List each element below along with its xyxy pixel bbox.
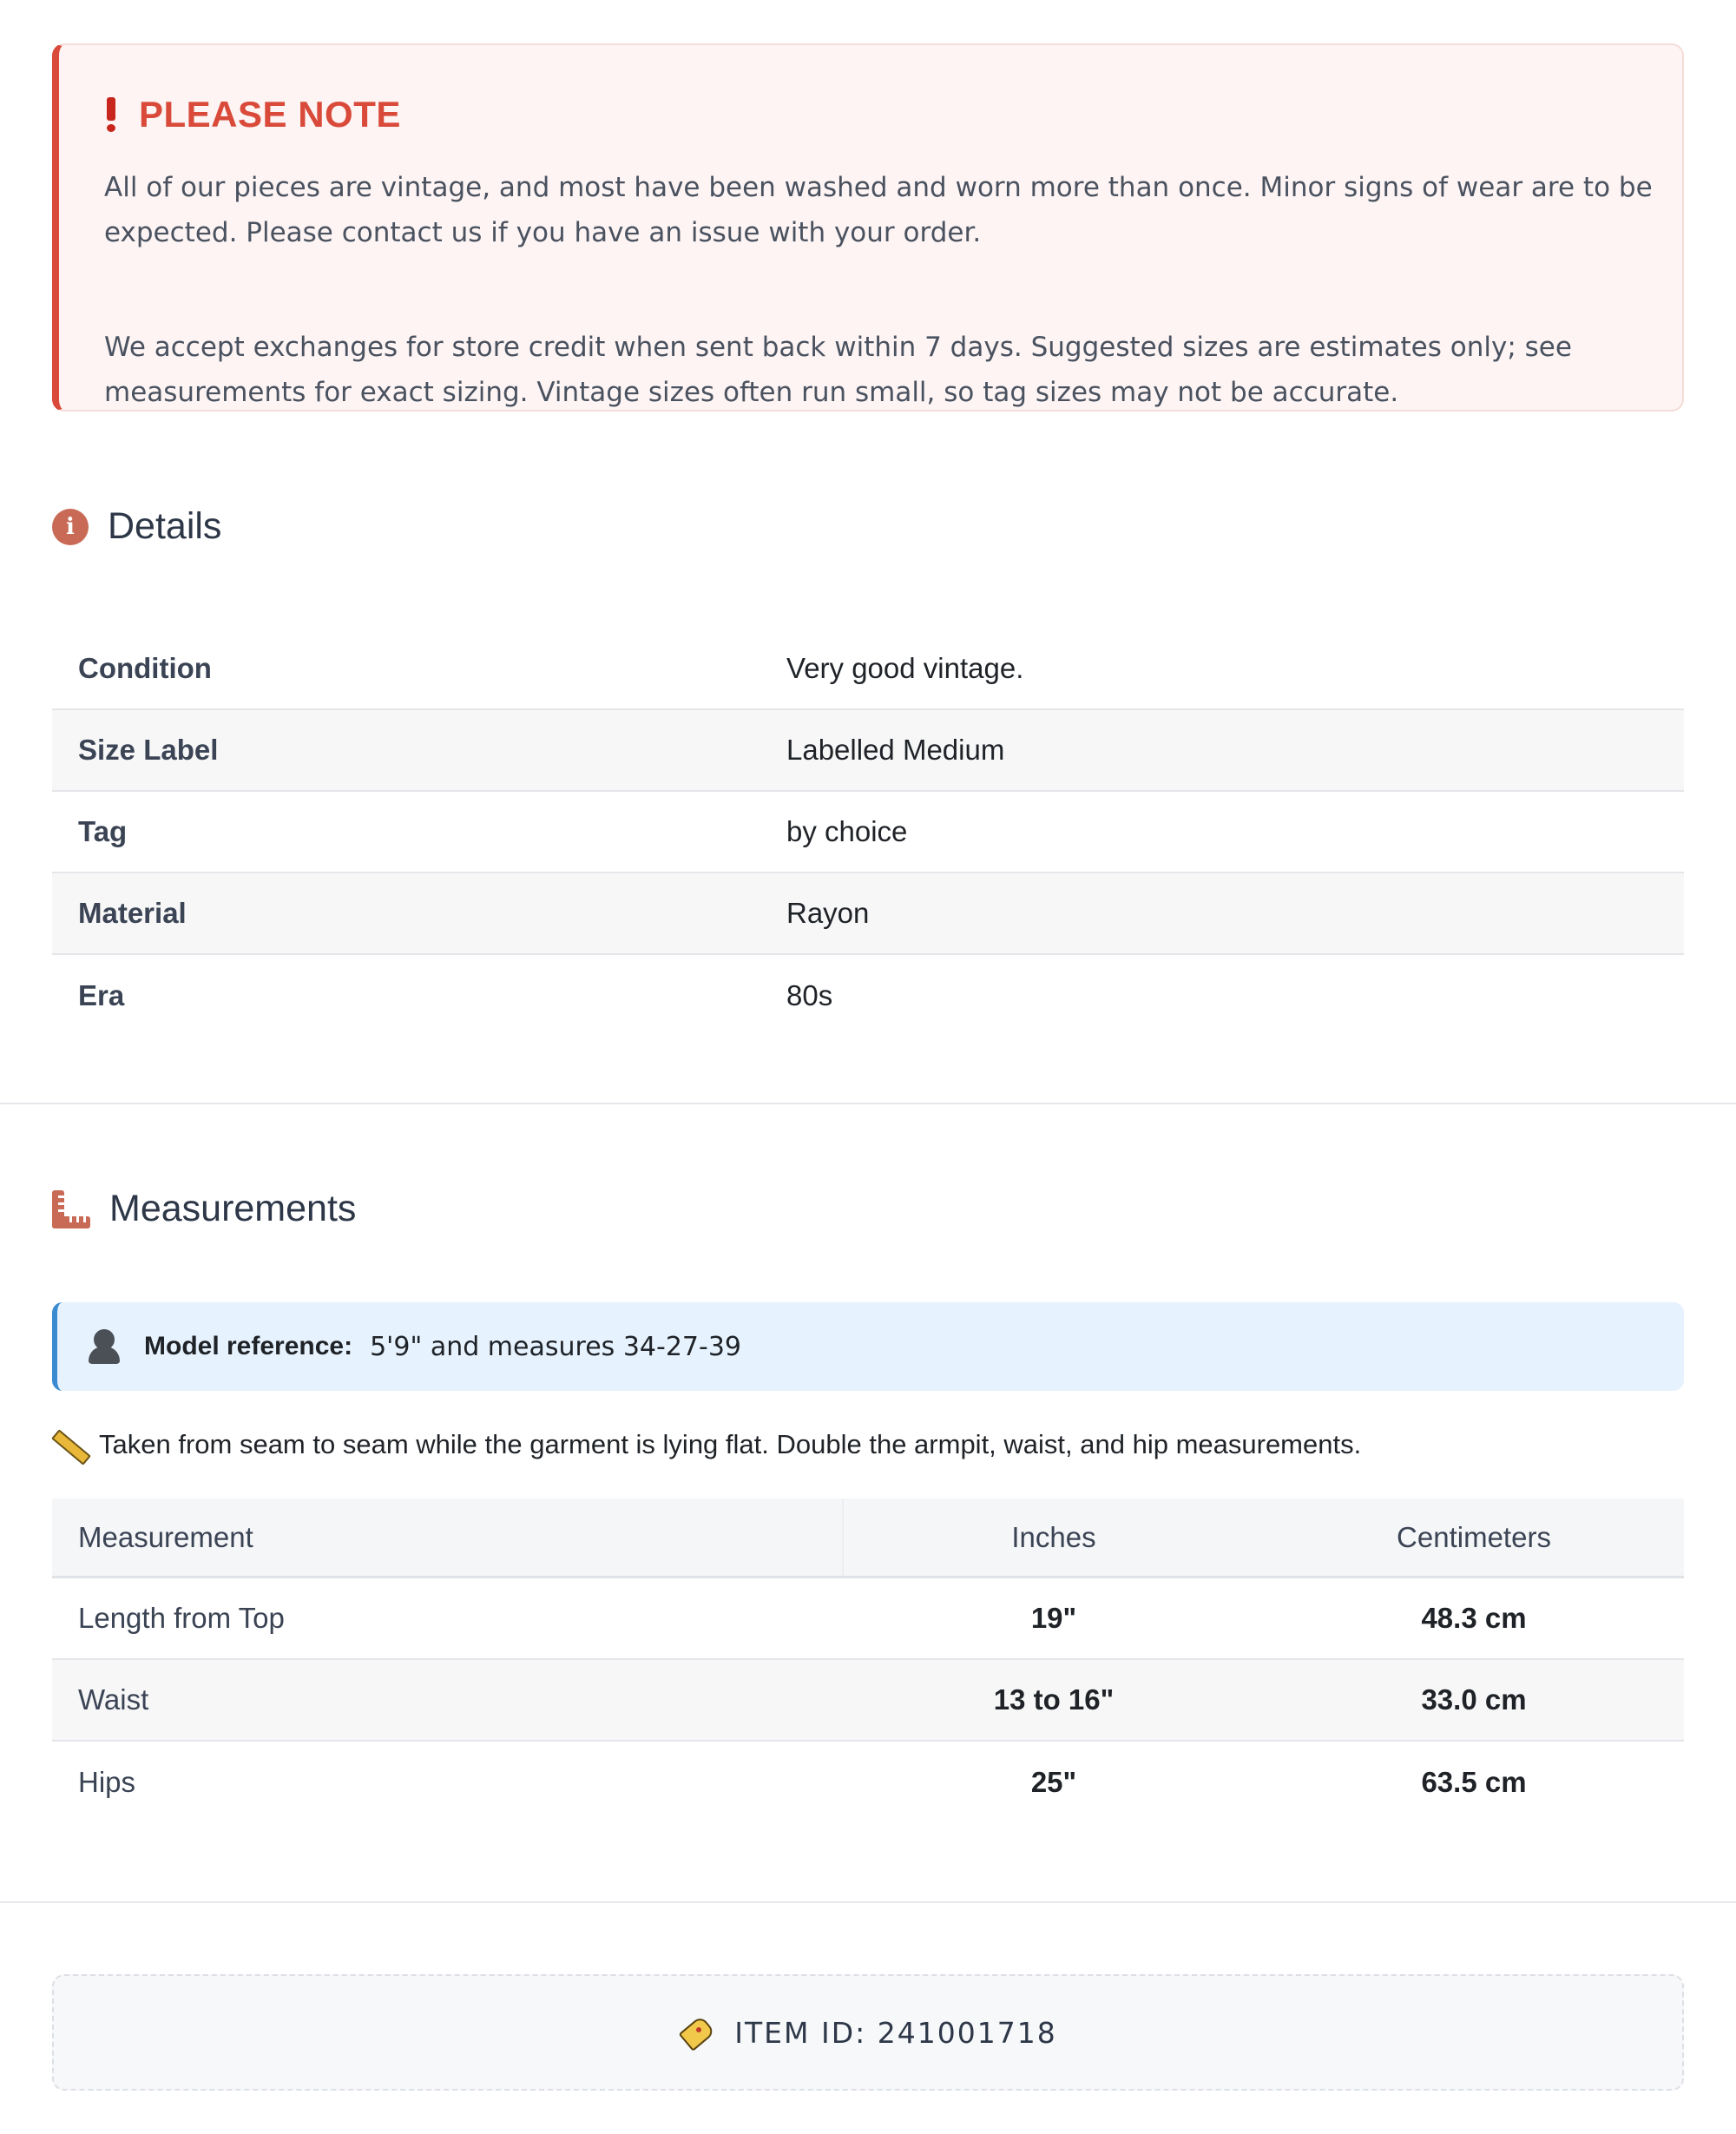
exclamation-icon — [104, 97, 118, 132]
model-label: Model reference: — [144, 1332, 353, 1360]
item-id-box — [52, 1974, 1684, 2091]
measurement-name: Waist — [78, 1683, 149, 1716]
details-heading — [52, 505, 221, 548]
pencil-icon — [52, 1427, 87, 1462]
detail-value: by choice — [786, 815, 908, 847]
person-icon — [89, 1329, 120, 1364]
detail-value: 80s — [786, 979, 833, 1011]
detail-value: Rayon — [786, 897, 870, 929]
measurements-heading-text: Measurements — [109, 1188, 357, 1229]
table-row — [52, 629, 1684, 710]
section-divider — [0, 1103, 1736, 1104]
measurement-note-text: Taken from seam to seam while the garment is lying flat. Double the armpit, waist, and hip measurements. — [99, 1429, 1362, 1459]
measurement-note — [52, 1427, 1361, 1462]
table-row — [52, 873, 1684, 955]
table-row — [52, 1660, 1684, 1742]
column-header: Measurement — [52, 1498, 844, 1576]
notice-title — [104, 94, 401, 135]
tag-icon — [679, 2015, 713, 2050]
measurement-name: Length from Top — [78, 1602, 285, 1634]
model-value: 5'9" and measures 34-27-39 — [370, 1331, 741, 1362]
notice-paragraph-1: All of our pieces are vintage, and most have been washed and worn more than once. Minor signs of wear are to be expected. Please contact us if you have an issue with your order. — [104, 172, 1653, 248]
detail-label: Tag — [78, 815, 128, 847]
column-header: Centimeters — [1397, 1520, 1551, 1553]
detail-label: Material — [78, 897, 187, 929]
details-heading-text: Details — [108, 505, 222, 547]
column-header: Inches — [1011, 1520, 1096, 1553]
item-id-text: ITEM ID: 241001718 — [734, 2015, 1057, 2050]
detail-label: Condition — [78, 652, 212, 684]
details-table — [52, 629, 1684, 1037]
measurement-cm: 48.3 cm — [1421, 1602, 1527, 1634]
info-icon: i — [52, 509, 89, 545]
ruler-icon — [52, 1190, 90, 1228]
measurement-cm: 63.5 cm — [1421, 1766, 1527, 1798]
detail-label: Size Label — [78, 734, 219, 766]
measurement-cm: 33.0 cm — [1421, 1683, 1527, 1716]
table-row — [52, 955, 1684, 1037]
detail-value: Labelled Medium — [786, 734, 1005, 766]
detail-label: Era — [78, 979, 125, 1011]
table-row — [52, 1578, 1684, 1660]
section-divider — [0, 1901, 1736, 1903]
measurement-inches: 19" — [1030, 1602, 1077, 1634]
table-row — [52, 1742, 1684, 1823]
notice-title-text: PLEASE NOTE — [139, 94, 401, 135]
table-header — [52, 1498, 1684, 1578]
notice-paragraph-2: We accept exchanges for store credit when sent back within 7 days. Suggested sizes are estimates only; see measurements for exact sizing. Vintage sizes often run small, so tag sizes may not be accurate. — [104, 332, 1572, 408]
detail-value: Very good vintage. — [786, 652, 1024, 684]
measurement-inches: 13 to 16" — [993, 1683, 1115, 1716]
measurements-heading — [52, 1188, 356, 1230]
measurement-inches: 25" — [1030, 1766, 1077, 1798]
measurements-table — [52, 1498, 1684, 1823]
table-row — [52, 792, 1684, 873]
table-row — [52, 710, 1684, 792]
measurement-name: Hips — [78, 1766, 136, 1798]
please-note-panel — [52, 43, 1684, 412]
model-reference — [52, 1302, 1684, 1391]
